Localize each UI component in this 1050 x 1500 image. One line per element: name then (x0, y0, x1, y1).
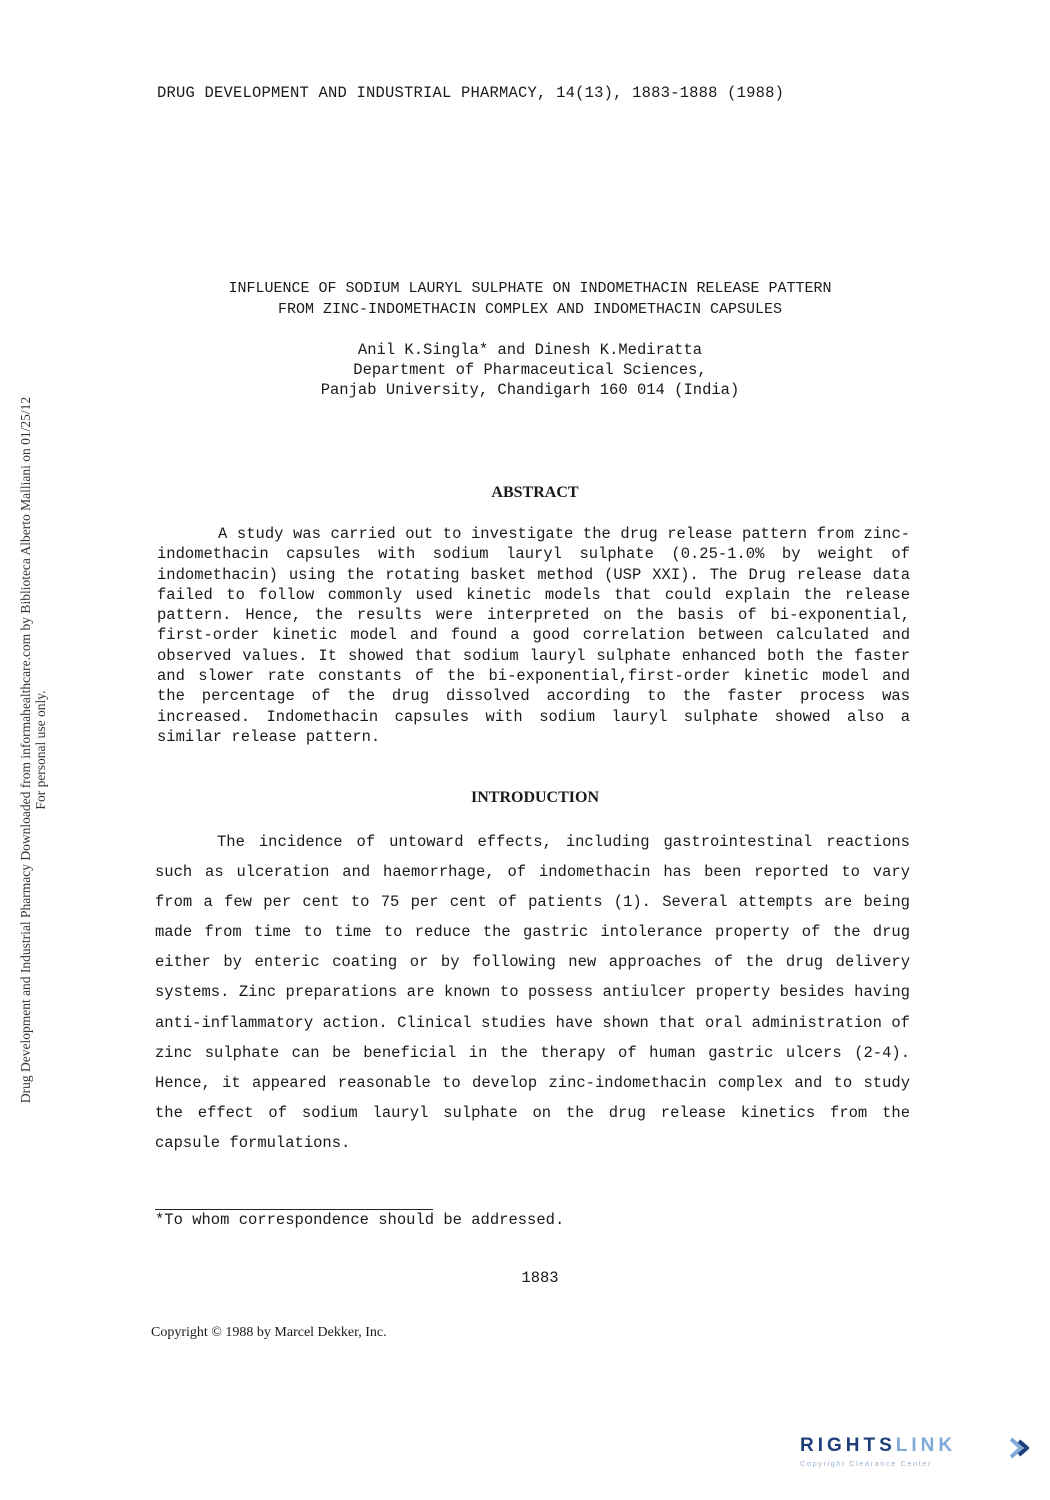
logo-part-link: LINK (895, 1435, 957, 1456)
logo-part-rights: RIGHTS (800, 1435, 896, 1456)
watermark-line-1: Drug Development and Industrial Pharmacy Downloaded from informahealthcare.com by Biblioteca Alberto Malliani on 01/25/12 (18, 396, 33, 1104)
logo-arrow-icon (1007, 1437, 1031, 1459)
copyright-notice: Copyright © 1988 by Marcel Dekker, Inc. (151, 1325, 387, 1340)
author-block (150, 340, 910, 400)
author-university: Panjab University, Chandigarh 160 014 (India) (320, 381, 740, 399)
title-line-2: FROM ZINC-INDOMETHACIN COMPLEX AND INDOMETHACIN CAPSULES (277, 301, 783, 318)
rightslink-logo[interactable] (800, 1435, 1035, 1475)
page-number: 1883 (521, 1269, 559, 1287)
footnote-rule (155, 1209, 433, 1210)
abstract-heading: ABSTRACT (491, 484, 579, 501)
journal-header: DRUG DEVELOPMENT AND INDUSTRIAL PHARMACY, 14(13), 1883-1888 (1988) (157, 84, 785, 102)
abstract-body (157, 524, 910, 747)
author-department: Department of Pharmaceutical Sciences, (353, 361, 707, 379)
introduction-heading: INTRODUCTION (470, 789, 599, 806)
title-line-1: INFLUENCE OF SODIUM LAURYL SULPHATE ON INDOMETHACIN RELEASE PATTERN (228, 280, 832, 297)
article-title (150, 278, 910, 320)
footnote: *To whom correspondence should be addressed. (155, 1211, 565, 1229)
abstract-text: A study was carried out to investigate the drug release pattern from zinc-indomethacin capsules with sodium lauryl sulphate (0.25-1.0% by weight of indomethacin) using the rotating basket method (USP XXI). The Drug release data failed to follow commonly used kinetic models that could explain the release pattern. Hence, the results were interpreted on the basis of bi-exponential, first-order kinetic model and found a good correlation between calculated and observed values. It showed that sodium lauryl sulphate enhanced both the faster and slower rate constants of the bi-exponential,first-order kinetic model and the percentage of the drug dissolved according to the faster process was increased. Indomethacin capsules with sodium lauryl sulphate showed also a similar release pattern. (157, 525, 910, 746)
introduction-text: The incidence of untoward effects, including gastrointestinal reactions such as ulceration and haemorrhage, of indomethacin has been reported to vary from a few per cent to 75 per cent of patients (1). Several attempts are being made from time to time to reduce the gastric intolerance property of the drug either by enteric coating or by following new approaches of the drug delivery systems. Zinc preparations are known to possess antiulcer property besides having anti-inflammatory action. Clinical studies have shown that oral administration of zinc sulphate can be beneficial in the therapy of human gastric ulcers (2-4). Hence, it appeared reasonable to develop zinc-indomethacin complex and to study the effect of sodium lauryl sulphate on the drug release kinetics from the capsule formulations. (155, 833, 910, 1152)
author-names: Anil K.Singla* and Dinesh K.Mediratta (357, 341, 703, 359)
watermark-line-2: For personal use only. (33, 690, 48, 810)
logo-subtitle: Copyright Clearance Center (800, 1459, 932, 1468)
download-watermark (0, 0, 60, 1500)
introduction-body (155, 827, 910, 1158)
